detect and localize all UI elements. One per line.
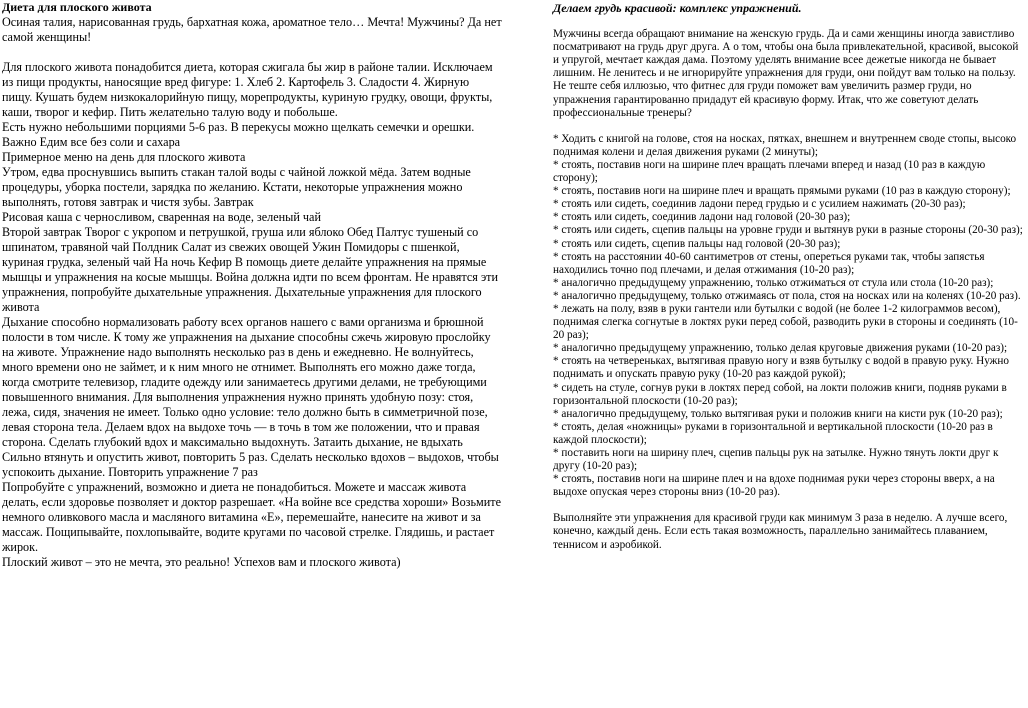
exercise-item: * стоять на расстоянии 40-60 сантиметров от стены, опереться руками так, чтобы запястья находились точно под плечами, и делая отжимания (10-20 раз); (553, 250, 985, 276)
left-paragraph: Дыхание способно нормализовать работу всех органов нашего с вами организма и брюшной полости в том числе. К тому же упражнения на дыхание способны сжечь жировую прослойку на животе. Упражнение надо выполнять несколько раз в день и ежедневно. Не волнуйтесь, много времени оно не займет, и к ним много не отнимет. Выполнять его можно даже тогда, когда смотрите телевизор, гладите одежду или занимаетесь другими делами, не требующими повышенного внимания. Для выполнения упражнения нужно принять удобную позу: стоя, лежа, сидя, значения не имеет. Только одно условие: тело должно быть в симметричной позе, левая сторона тела. Делаем вдох на выдохе точь — в точь в том же положении, что и правая сторона. Сделать глубокий вдох и максимально выдохнуть. Затаить дыхание, не вдыхать Сильно втянуть и опустить живот, повторить 5 раз. Сделать несколько вдохов – выдохов, чтобы успокоить дыхание. Повторить упражнение 7 раз (2, 315, 499, 479)
exercise-item: * сидеть на стуле, согнув руки в локтях перед собой, на локти положив книги, подняв руками в горизонтальной плоскости (10-20 раз); (553, 381, 1007, 407)
exercise-item: * стоять или сидеть, сцепив пальцы над головой (20-30 раз); (553, 237, 841, 250)
exercise-item: * стоять, делая «ножницы» руками в горизонтальной и вертикальной плоскости (10-20 раз в каждой плоскости); (553, 420, 993, 446)
left-paragraph: Для плоского живота понадобится диета, которая сжигала бы жир в районе талии. Исключаем из пищи продукты, наносящие вред фигуре: 1. Хлеб 2. Картофель 3. Сладости 4. Жирную пищу. Кушать будем низкокалорийную пищу, морепродукты, куриную грудку, овощи, фрукты, каши, творог и кефир. Пить желательно талую воду и побольше. (2, 60, 493, 119)
exercise-item: * стоять или сидеть, соединив ладони перед грудью и с усилием нажимать (20-30 раз); (553, 198, 966, 211)
right-intro-paragraph: Мужчины всегда обращают внимание на женскую грудь. Да и сами женщины иногда завистливо посматривают на грудь друг друга. А о том, чтобы она была привлекательной, красивой, высокой и упругой, мечтает каждая дама. Поэтому уделять внимание всее дежетые никогда не бывает лишним. Не ленитесь и не игнорируйте упражнения для груди, они пойдут вам только на пользу. (553, 28, 1019, 80)
left-paragraph: Примерное меню на день для плоского живота (2, 150, 246, 164)
left-article-title: Диета для плоского живота (2, 0, 152, 14)
left-paragraph: Утром, едва проснувшись выпить стакан талой воды с чайной ложкой мёда. Затем водные процедуры, уборка постели, зарядка по желанию. Кстати, некоторые упражнения можно выполнять, готовя завтрак и чистя зубы. Завтрак (2, 165, 471, 209)
exercise-item: * лежать на полу, взяв в руки гантели или бутылки с водой (не более 1-2 килограммов весом), поднимая слегка согнутые в локтях руки перед собой, разводить руки в стороны и соединять (10-20 раз); (553, 302, 1018, 342)
exercise-item: * стоять, поставив ноги на ширине плеч и вращать прямыми руками (10 раз в каждую сторону); (553, 185, 1011, 198)
left-paragraph: Рисовая каша с черносливом, сваренная на воде, зеленый чай (2, 210, 321, 224)
left-column (2, 0, 502, 570)
left-paragraph: Второй завтрак Творог с укропом и петрушкой, груша или яблоко Обед Палтус тушеный со шпинатом, травяной чай Полдник Салат из свежих овощей Ужин Помидоры с пшенкой, куриная грудка, зеленый чай На ночь Кефир В помощь диете делайте упражнения на прямые мышцы и упражнения на косые мышцы. Война должна идти по всем фронтам. Не нравятся эти упражнения, попробуйте дыхательные упражнения. Дыхательные упражнения для плоского живота (2, 225, 499, 314)
left-paragraph: Плоский живот – это не мечта, это реально! Успехов вам и плоского живота) (2, 555, 401, 569)
paragraph-gap (2, 45, 502, 60)
exercise-item: * стоять, поставив ноги на ширине плеч вращать плечами вперед и назад (10 раз в каждую сторону); (553, 158, 986, 185)
exercise-item: * стоять или сидеть, сцепив пальцы на уровне груди и вытянув руки в разные стороны (20-30 раз); (553, 224, 1023, 237)
exercise-item: * аналогично предыдущему, только вытягивая руки и положив книги на кисти рук (10-20 раз); (553, 407, 1003, 420)
exercise-item: * стоять, поставив ноги на ширине плеч и на вдохе поднимая руки через стороны вверх, а на выдохе опуская через стороны вниз (10-20 раз). (553, 473, 995, 499)
exercise-item: * аналогично предыдущему, только отжимаясь от пола, стоя на носках или на коленях (10-20 раз). (553, 289, 1021, 302)
left-paragraph: Есть нужно небольшими порциями 5-6 раз. В перекусы можно щелкать семечки и орешки. Важно Едим все без соли и сахара (2, 120, 475, 149)
paragraph-gap (553, 15, 1025, 28)
exercise-item: * стоять на четвереньках, вытягивая правую ногу и взяв бутылку с водой в правую руку. Нужно поднимать и опускать правую руку (10-20 раз каждой рукой); (553, 355, 1009, 381)
left-paragraph: Попробуйте с упражнений, возможно и диета не понадобиться. Можете и массаж живота делать, если здоровье позволяет и доктор разрешает. «На войне все средства хороши» Возьмите немного оливкового масла и масляного витамина «Е», перемешайте, нанесите на живот и за массаж. Пощипывайте, похлопывайте, водите кругами по часовой стрелке. Глядишь, и растает жирок. (2, 480, 502, 554)
right-article-title: Делаем грудь красивой: комплекс упражнений. (553, 1, 802, 15)
exercise-item: * стоять или сидеть, соединив ладони над головой (20-30 раз); (553, 211, 851, 224)
exercise-item: * аналогично предыдущему упражнению, только отжиматься от стула или стола (10-20 раз); (553, 276, 994, 289)
exercise-item: * аналогично предыдущему упражнению, только делая круговые движения руками (10-20 раз); (553, 342, 1008, 355)
exercise-item: * поставить ноги на ширину плеч, сцепив пальцы рук на затылке. Нужно тянуть локти друг к другу (10-20 раз); (553, 447, 999, 473)
right-intro-paragraph: Не теште себя иллюзью, что фитнес для груди поможет вам увеличить размер груди, но упражнения гарантированно придадут ей красивую форму. Итак, что же советуют делать профессиональные тренеры? (553, 80, 979, 119)
right-closing-paragraph: Выполняйте эти упражнения для красивой груди как минимум 3 раза в неделю. А лучше всего, конечно, каждый день. Если есть такая возможность, параллельно занимайтесь плаванием, теннисом и аэробикой. (553, 512, 1008, 551)
paragraph-gap (553, 120, 1025, 133)
right-column (553, 0, 1025, 552)
exercise-item: * Ходить с книгой на голове, стоя на носках, пятках, внешнем и внутреннем своде стопы, высоко поднимая колени и делая движения руками (2 минуты); (553, 132, 1017, 158)
left-intro: Осиная талия, нарисованная грудь, бархатная кожа, ароматное тело… Мечта! Мужчины? Да нет самой женщины! (2, 15, 502, 44)
